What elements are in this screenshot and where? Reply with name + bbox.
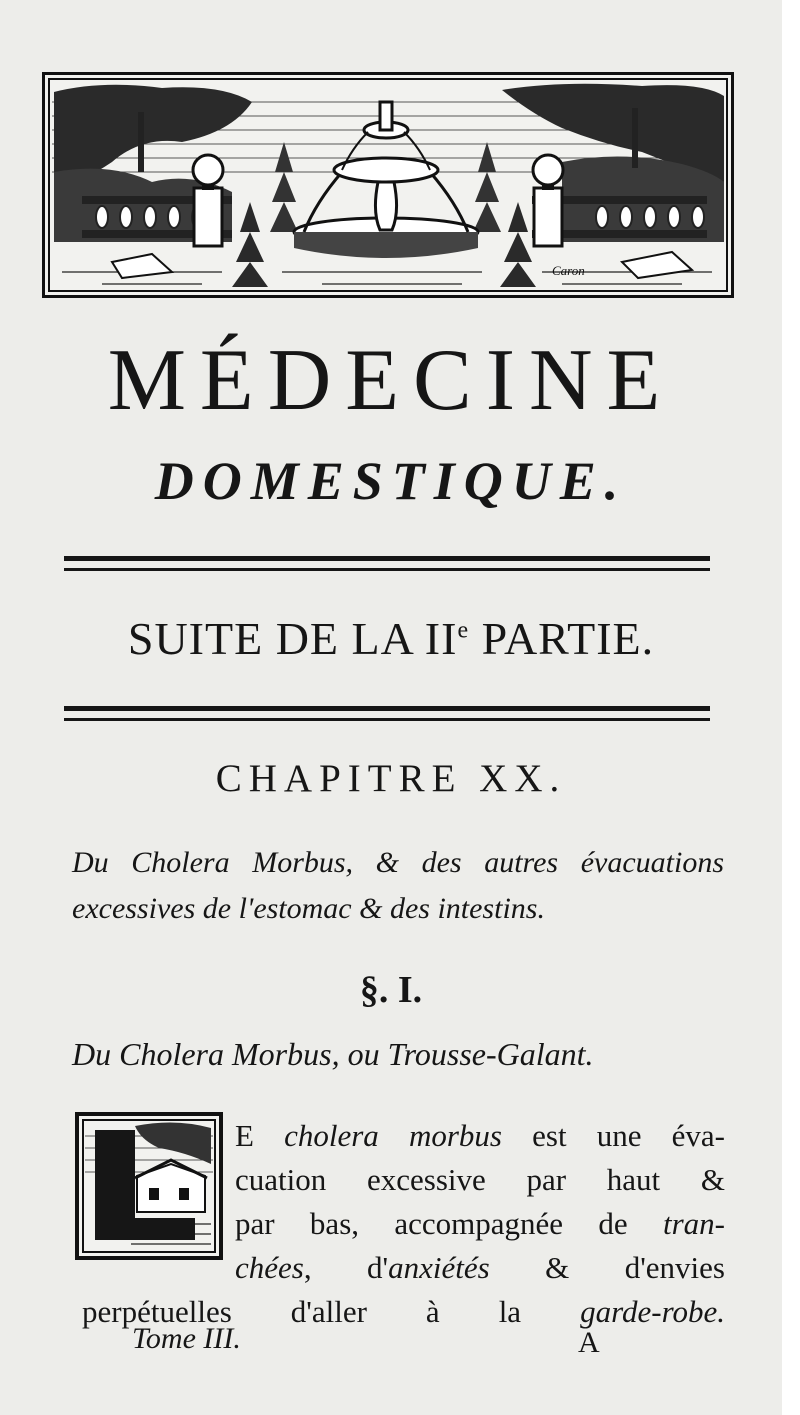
chapter-heading: CHAPITRE XX.: [215, 757, 567, 800]
section-heading: §. I.: [359, 969, 423, 1011]
double-rule-top: [64, 556, 710, 578]
signature-mark: A: [578, 1326, 600, 1359]
section-title: Du Cholera Morbus, ou Trousse-Galant.: [72, 1036, 594, 1072]
body-line-2: cuation excessive par haut &: [235, 1162, 725, 1197]
book-title: MÉDECINE: [107, 332, 675, 429]
part-heading: SUITE DE LA IIe PARTIE.: [127, 613, 655, 664]
ornamental-dropcap: [75, 1112, 223, 1260]
headpiece-engraving: [42, 72, 734, 298]
body-line-5: perpétuelles d'aller à la garde-robe.: [82, 1294, 725, 1329]
book-subtitle: DOMESTIQUE.: [154, 451, 628, 511]
chapter-title: Du Cholera Morbus, & des autres évacuations excessives de l'estomac & des intestins.: [72, 846, 724, 925]
volume-marker: Tome III.: [132, 1322, 241, 1355]
double-rule-bottom: [64, 706, 710, 728]
body-line-3: par bas, accompagnée de tran-: [235, 1206, 725, 1241]
dropcap-letter: L: [175, 1152, 176, 1153]
page-edge: [782, 0, 800, 1415]
body-line-4: chées, d'anxiétés & d'envies: [235, 1250, 725, 1285]
body-line-1: E cholera morbus est une éva-: [235, 1118, 725, 1153]
engraver-signature: Caron: [552, 263, 585, 278]
